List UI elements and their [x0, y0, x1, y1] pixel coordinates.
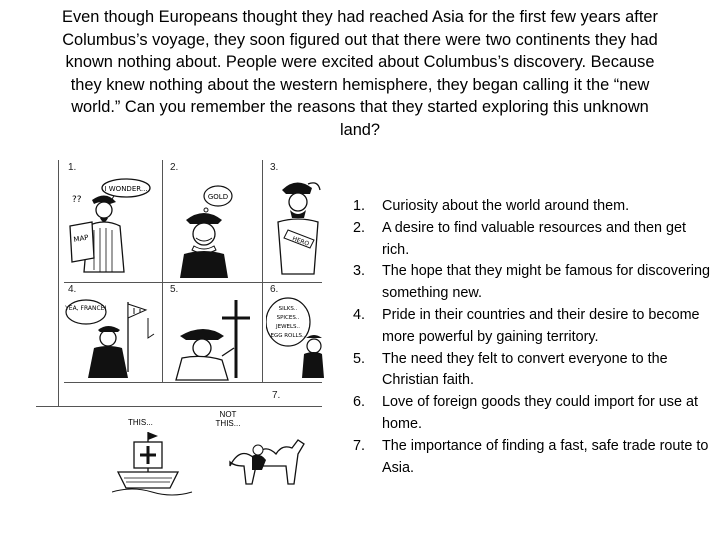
- list-text: Curiosity about the world around them.: [382, 198, 630, 214]
- list-number: 4.: [353, 306, 366, 323]
- missionary-cross-sketch: [166, 296, 260, 382]
- explorer-wondering-sketch: [64, 174, 160, 280]
- list-item: [350, 261, 710, 305]
- list-text: The need they felt to convert everyone to the Christian faith.: [382, 350, 668, 389]
- question-marks: ??: [72, 195, 82, 205]
- list-text: Pride in their countries and their desire to become more powerful by gaining territory.: [382, 306, 700, 345]
- not-this-label: NOT THIS...: [215, 410, 241, 428]
- panel-number: 1.: [68, 162, 77, 173]
- this-label: THIS...: [128, 418, 153, 427]
- panel-number: 7.: [272, 390, 281, 401]
- intro-line: known nothing about. People were excited about Columbus’s discovery. Because: [65, 53, 655, 71]
- list-item: [350, 305, 710, 349]
- goods-text: SPICES..: [276, 315, 300, 321]
- panel-divider: [262, 160, 263, 382]
- list-number: 1.: [353, 198, 366, 214]
- list-text: A desire to find valuable resources and then get rich.: [382, 219, 687, 258]
- list-text: Love of foreign goods they could import for use at home.: [382, 394, 698, 432]
- list-item: [350, 349, 710, 393]
- list-item: [350, 436, 710, 480]
- list-number: 7.: [353, 437, 366, 454]
- intro-line: Even though Europeans thought they had reached Asia for the first few years after: [62, 8, 658, 26]
- reasons-list: [350, 196, 710, 479]
- panel-number: 5.: [170, 284, 179, 295]
- intro-line: Columbus’s voyage, they soon figured out that there were two continents they had: [62, 30, 658, 49]
- gold-label: GOLD: [207, 193, 229, 201]
- merchant-goods-sketch: [266, 296, 324, 382]
- conquistador-gold-sketch: [166, 174, 260, 280]
- goods-text: JEWELS..: [275, 324, 301, 330]
- ship-versus-camel-sketch: [112, 426, 322, 498]
- panel-number: 6.: [270, 284, 279, 295]
- intro-line: world.” Can you remember the reasons that they started exploring this unknown: [71, 98, 649, 116]
- list-text: The importance of finding a fast, safe trade route to Asia.: [382, 437, 709, 476]
- panel-divider: [162, 160, 163, 382]
- intro-paragraph: [8, 6, 712, 141]
- explorer-flag-sketch: [64, 296, 160, 382]
- goods-text: SILKS..: [278, 306, 298, 312]
- list-item: [350, 392, 710, 436]
- list-number: 3.: [353, 263, 366, 280]
- panel-divider: [58, 160, 59, 406]
- map-label: MAP: [72, 233, 90, 244]
- list-item: [350, 196, 710, 218]
- explorer-hero-sketch: [268, 174, 324, 280]
- panel-number: 4.: [68, 284, 77, 295]
- panel-number: 3.: [270, 162, 279, 173]
- list-item: [350, 218, 710, 262]
- list-number: 5.: [353, 350, 366, 367]
- hero-sash-label: HERO: [291, 235, 310, 248]
- list-number: 6.: [353, 394, 366, 411]
- cheer-text: YEA, FRANCE!: [65, 305, 107, 312]
- panel-divider: [64, 382, 322, 383]
- panel-number: 2.: [170, 162, 179, 173]
- list-number: 2.: [353, 219, 366, 236]
- intro-line: land?: [339, 120, 381, 139]
- panel-divider: [64, 282, 322, 283]
- list-text: The hope that they might be famous for discovering something new.: [382, 263, 710, 302]
- panel-divider: [36, 406, 322, 407]
- cartoon-illustration: [64, 160, 324, 500]
- speech-text: I WONDER...: [104, 185, 148, 193]
- goods-text: EGG ROLLS..: [270, 333, 306, 339]
- intro-line: they knew nothing about the western hemisphere, they began calling it the “new: [70, 75, 650, 94]
